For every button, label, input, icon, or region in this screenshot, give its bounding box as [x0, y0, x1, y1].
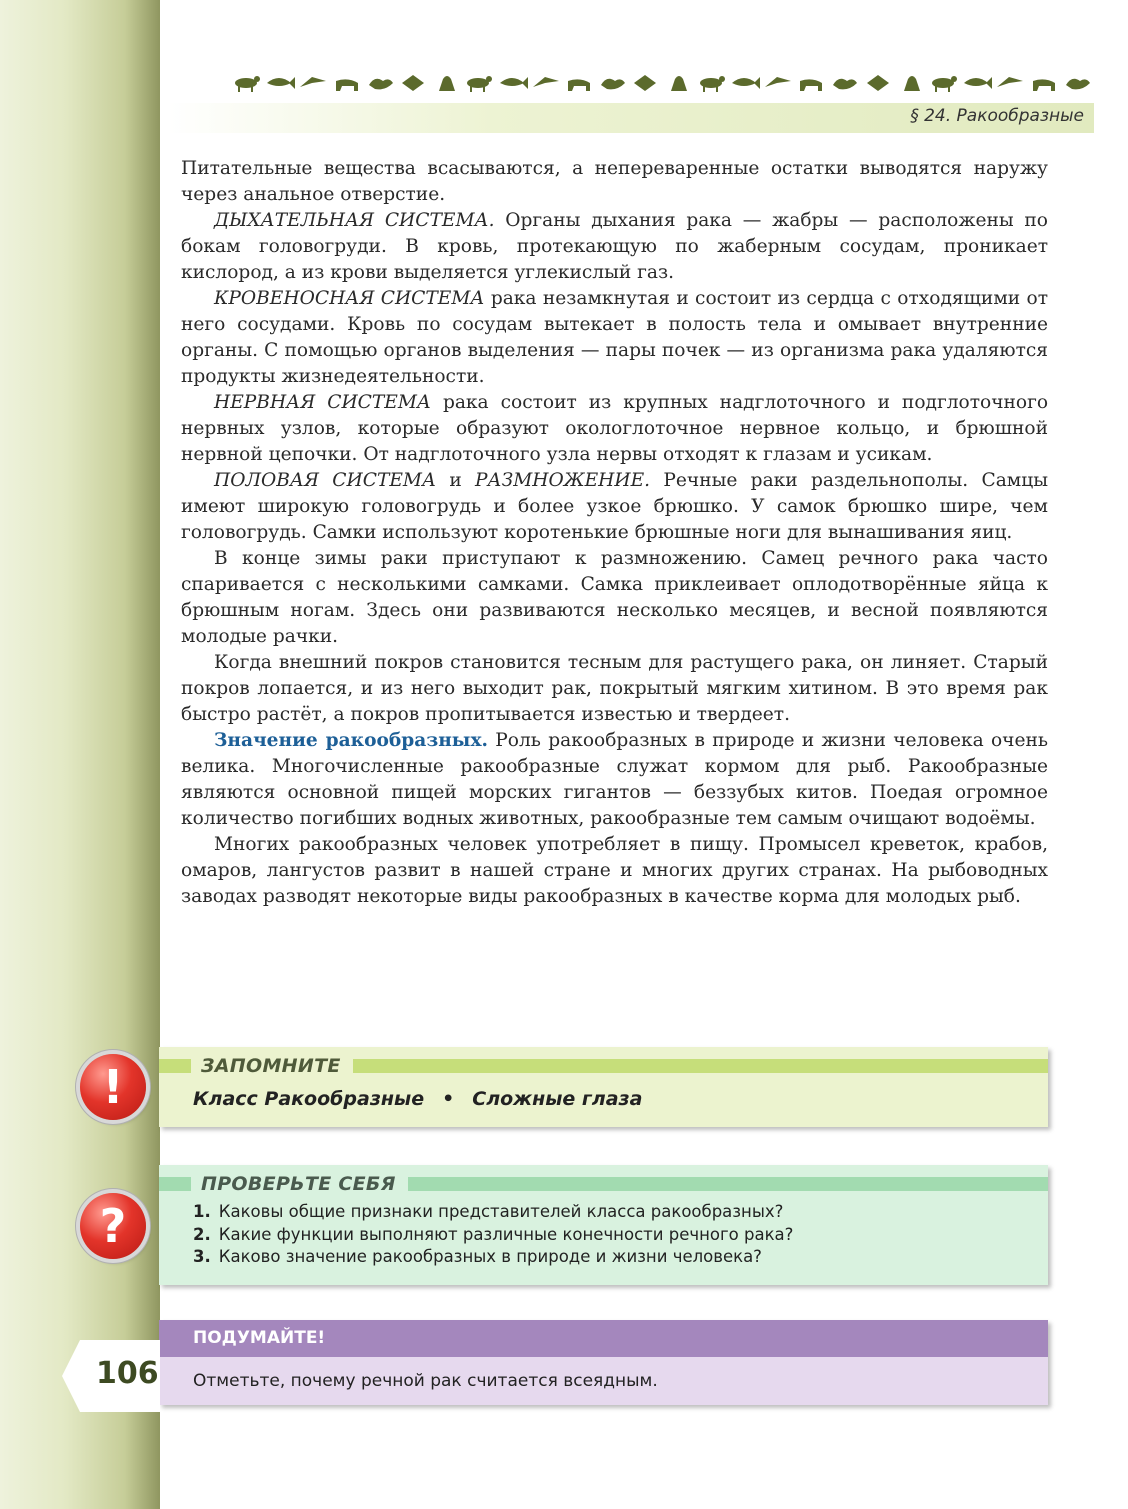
animal-silhouette-icon [564, 71, 594, 93]
paragraph: В конце зимы раки приступают к размножению. Самец речного рака часто спаривается с несколькими самками. Самка приклеивает оплодотворённые яйца к брюшным ногам. Здесь они развиваются несколько месяцев, и весной появляются молодые рачки. [181, 548, 1048, 647]
animal-silhouette-icon [365, 71, 395, 93]
list-item [193, 1201, 793, 1224]
list-item [193, 1224, 793, 1247]
animal-silhouette-icon [498, 71, 528, 93]
question-text: Какие функции выполняют различные конечности речного рака? [218, 1224, 794, 1244]
animal-silhouette-icon [896, 71, 926, 93]
term-heading: ПОЛОВАЯ СИСТЕМА [214, 470, 437, 491]
paragraph [181, 286, 1048, 390]
paragraph-text: Речные раки раздельнополы. Самцы имеют широкую головогрудь и более узкое брюшко. У самок брюшко шире, чем головогрудь. Самки используют коротенькие брюшные ноги для вынашивания яиц. [181, 470, 1049, 543]
animal-silhouette-icon [829, 71, 859, 93]
animal-silhouette-icon [630, 71, 660, 93]
paragraph [181, 208, 1048, 286]
paragraph-text: Органы дыхания рака — жабры — расположены по бокам головогруди. В кровь, протекающую по жаберным сосудам, проникает кислород, а из крови выделяется углекислый газ. [181, 210, 1048, 283]
paragraph [181, 390, 1048, 468]
animal-silhouette-icon [995, 71, 1025, 93]
animal-silhouette-icon [863, 71, 893, 93]
question-number: 3. [193, 1247, 211, 1266]
think-title: ПОДУМАЙТЕ! [159, 1320, 1048, 1357]
term: Класс Ракообразные [193, 1088, 425, 1110]
think-box [159, 1320, 1048, 1405]
question-text: Каково значение ракообразных в природе и жизни человека? [218, 1247, 762, 1266]
term-heading: НЕРВНАЯ СИСТЕМА [214, 392, 431, 413]
term-heading: ДЫХАТЕЛЬНАЯ СИСТЕМА. [214, 210, 495, 231]
think-text: Отметьте, почему речной рак считается всеядным. [159, 1357, 1048, 1405]
animal-silhouette-icon [431, 71, 461, 93]
term-heading: РАЗМНОЖЕНИЕ. [475, 470, 651, 491]
page-number: 106 [96, 1356, 159, 1391]
remember-title: ЗАПОМНИТЕ [191, 1055, 353, 1077]
paragraph: Многих ракообразных человек употребляет в пищу. Промысел креветок, крабов, омаров, лангустов развит в нашей стране и многих других странах. На рыбоводных заводах разводят некоторые виды ракообразных в качестве корма для молодых рыб. [181, 834, 1048, 907]
term: Сложные глаза [472, 1088, 643, 1110]
paragraph [181, 468, 1048, 546]
page-margin-band [0, 0, 160, 1509]
list-item [193, 1246, 793, 1269]
paragraph-text: и [436, 470, 476, 491]
animal-silhouettes-decoration [232, 70, 1092, 94]
remember-box [159, 1047, 1048, 1127]
question-number: 1. [193, 1202, 211, 1221]
paragraph-text: рака незамкнутая и состоит из сердца с отходящими от него сосудами. Кровь по сосудам вытекает в полость тела и омывает внутренние органы. С помощью органов выделения — пары почек — из организма рака удаляются продукты жизнедеятельности. [181, 288, 1048, 387]
paragraph: Когда внешний покров становится тесным для растущего рака, он линяет. Старый покров лопается, и из него выходит рак, покрытый мягким хитином. В это время рак быстро растёт, а покров пропитывается известью и твердеет. [181, 652, 1048, 725]
term-heading: КРОВЕНОСНАЯ СИСТЕМА [214, 288, 485, 309]
animal-silhouette-icon [298, 71, 328, 93]
section-heading: Значение ракообразных. [214, 730, 488, 751]
animal-silhouette-icon [531, 71, 561, 93]
bullet-separator: • [442, 1088, 455, 1110]
question-number: 2. [193, 1224, 211, 1244]
animal-silhouette-icon [697, 71, 727, 93]
animal-silhouette-icon [730, 71, 760, 93]
question-text: Каковы общие признаки представителей класса ракообразных? [218, 1202, 784, 1221]
animal-silhouette-icon [332, 71, 362, 93]
paragraph: Питательные вещества всасываются, а непереваренные остатки выводятся наружу через анальное отверстие. [181, 158, 1048, 205]
animal-silhouette-icon [1029, 71, 1059, 93]
question-list [193, 1201, 793, 1269]
animal-silhouette-icon [929, 71, 959, 93]
animal-silhouette-icon [962, 71, 992, 93]
remember-terms [193, 1088, 642, 1110]
main-text [181, 156, 1048, 910]
exclamation-icon: ! [80, 1054, 146, 1120]
animal-silhouette-icon [763, 71, 793, 93]
animal-silhouette-icon [663, 71, 693, 93]
paragraph [181, 728, 1048, 832]
animal-silhouette-icon [232, 71, 262, 93]
paragraph-text: Роль ракообразных в природе и жизни человека очень велика. Многочисленные ракообразные служат кормом для рыб. Ракообразные являются основной пищей морских гигантов — беззубых китов. Поедая огромное количество погибших водных животных, ракообразные тем самым очищают водоёмы. [181, 730, 1048, 829]
animal-silhouette-icon [464, 71, 494, 93]
paragraph-text: рака состоит из крупных надглоточного и подглоточного нервных узлов, которые образуют окологлоточное нервное кольцо, и брюшной нервной цепочки. От надглоточного узла нервы отходят к глазам и усикам. [181, 392, 1049, 465]
animal-silhouette-icon [265, 71, 295, 93]
question-icon: ? [80, 1193, 146, 1259]
check-yourself-box [159, 1165, 1048, 1285]
animal-silhouette-icon [398, 71, 428, 93]
animal-silhouette-icon [1062, 71, 1092, 93]
check-title: ПРОВЕРЬТЕ СЕБЯ [191, 1173, 408, 1195]
animal-silhouette-icon [597, 71, 627, 93]
section-title: § 24. Ракообразные [910, 106, 1084, 126]
animal-silhouette-icon [796, 71, 826, 93]
